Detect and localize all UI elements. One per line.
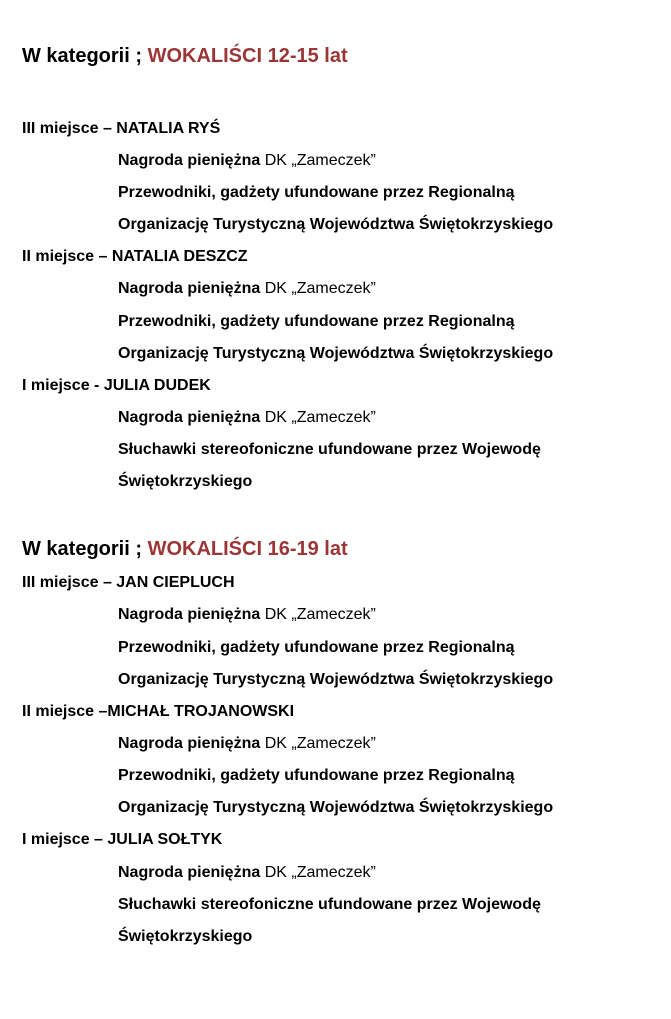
prize-sponsor: DK „Zameczek” [260,606,376,623]
section-heading-prefix: W kategorii ; [22,45,148,67]
prize-sponsor: DK „Zameczek” [260,280,376,297]
place-title: II miejsce – NATALIA DESZCZ [22,248,248,265]
prize-sponsor: DK „Zameczek” [260,409,376,426]
prize-label: Nagroda pieniężna [118,606,261,623]
prize-line [118,865,376,881]
prize-extra-line: Świętokrzyskiego [118,928,253,945]
place-title: I miejsce - JULIA DUDEK [22,377,211,394]
prize-line [118,736,376,752]
prize-extra-line: Przewodniki, gadżety ufundowane przez Regionalną [118,184,515,201]
prize-extra-line: Słuchawki stereofoniczne ufundowane przez Wojewodę [118,441,541,458]
prize-line [118,410,376,426]
prize-extra-line: Przewodniki, gadżety ufundowane przez Regionalną [118,767,515,784]
prize-line [118,281,376,297]
prize-extra-line: Organizację Turystyczną Województwa Świętokrzyskiego [118,216,554,233]
prize-line [118,607,376,623]
place-title: II miejsce –MICHAŁ TROJANOWSKI [22,703,295,720]
prize-extra-line: Świętokrzyskiego [118,473,253,490]
prize-sponsor: DK „Zameczek” [260,152,376,169]
prize-sponsor: DK „Zameczek” [260,735,376,752]
prize-extra-line: Słuchawki stereofoniczne ufundowane przez Wojewodę [118,896,541,913]
section-heading [22,539,348,559]
prize-label: Nagroda pieniężna [118,864,261,881]
prize-extra-line: Organizację Turystyczną Województwa Świętokrzyskiego [118,799,554,816]
section-heading [22,46,348,66]
prize-label: Nagroda pieniężna [118,735,261,752]
place-title: I miejsce – JULIA SOŁTYK [22,831,223,848]
place-title: III miejsce – NATALIA RYŚ [22,120,221,137]
prize-extra-line: Organizację Turystyczną Województwa Świętokrzyskiego [118,345,554,362]
prize-extra-line: Przewodniki, gadżety ufundowane przez Regionalną [118,313,515,330]
prize-label: Nagroda pieniężna [118,280,261,297]
prize-label: Nagroda pieniężna [118,152,261,169]
prize-line [118,153,376,169]
prize-sponsor: DK „Zameczek” [260,864,376,881]
place-title: III miejsce – JAN CIEPLUCH [22,574,235,591]
category-name: WOKALIŚCI 16-19 lat [147,538,348,560]
prize-extra-line: Przewodniki, gadżety ufundowane przez Regionalną [118,639,515,656]
prize-label: Nagroda pieniężna [118,409,261,426]
section-heading-prefix: W kategorii ; [22,538,148,560]
category-name: WOKALIŚCI 12-15 lat [147,45,348,67]
prize-extra-line: Organizację Turystyczną Województwa Świętokrzyskiego [118,671,554,688]
